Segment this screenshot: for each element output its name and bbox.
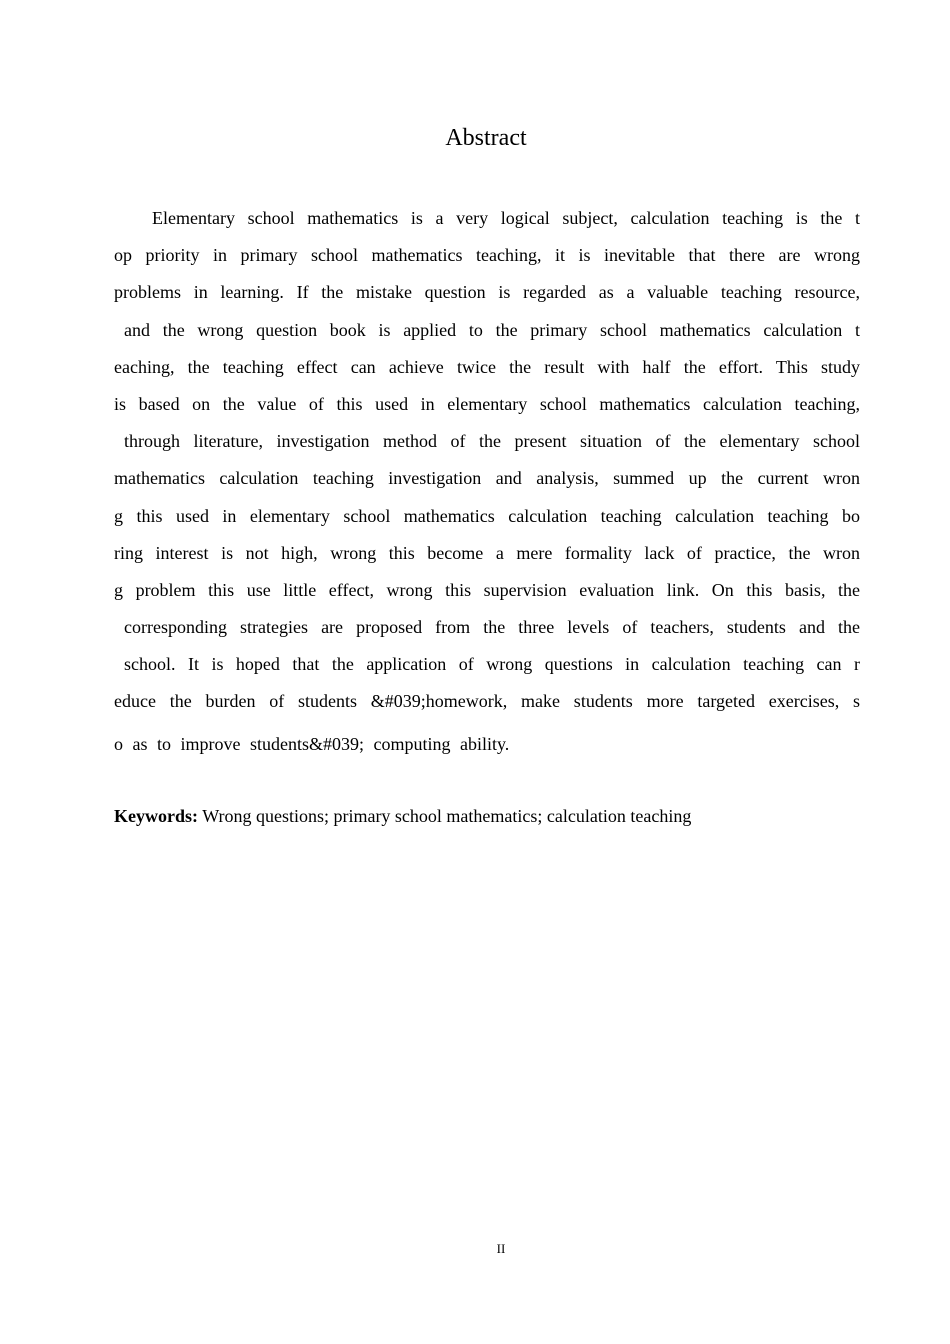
keywords-text: Wrong questions; primary school mathematics; calculation teaching (202, 806, 692, 826)
keywords-label: Keywords: (114, 806, 198, 826)
abstract-line: corresponding strategies are proposed from the three levels of teachers, students and the (124, 617, 860, 638)
abstract-line: and the wrong question book is applied to the primary school mathematics calculation t (124, 319, 860, 340)
page-number: II (496, 1241, 506, 1256)
abstract-line: ring interest is not high, wrong this become a mere formality lack of practice, the wron (114, 542, 860, 563)
abstract-line: school. It is hoped that the application of wrong questions in calculation teaching can r (124, 654, 860, 675)
abstract-line: mathematics calculation teaching investigation and analysis, summed up the current wron (114, 468, 860, 489)
abstract-line: Elementary school mathematics is a very logical subject, calculation teaching is the t (152, 208, 860, 228)
abstract-line: g problem this use little effect, wrong this supervision evaluation link. On this basis, the (114, 579, 860, 600)
abstract-line: is based on the value of this used in elementary school mathematics calculation teaching, (114, 393, 860, 414)
abstract-line: o as to improve students&#039; computing ability. (114, 733, 510, 754)
abstract-line: problems in learning. If the mistake question is regarded as a valuable teaching resource, (114, 282, 860, 303)
abstract-line: g this used in elementary school mathematics calculation teaching calculation teaching bo (114, 505, 860, 526)
abstract-title: Abstract (445, 125, 527, 151)
abstract-line: through literature, investigation method of the present situation of the elementary school (124, 431, 860, 452)
abstract-line: op priority in primary school mathematics teaching, it is inevitable that there are wrong (114, 245, 860, 266)
abstract-line: educe the burden of students &#039;homework, make students more targeted exercises, s (114, 691, 860, 712)
abstract-body (114, 200, 860, 765)
keywords (114, 801, 691, 831)
abstract-line: eaching, the teaching effect can achieve twice the result with half the effort. This study (114, 356, 860, 377)
